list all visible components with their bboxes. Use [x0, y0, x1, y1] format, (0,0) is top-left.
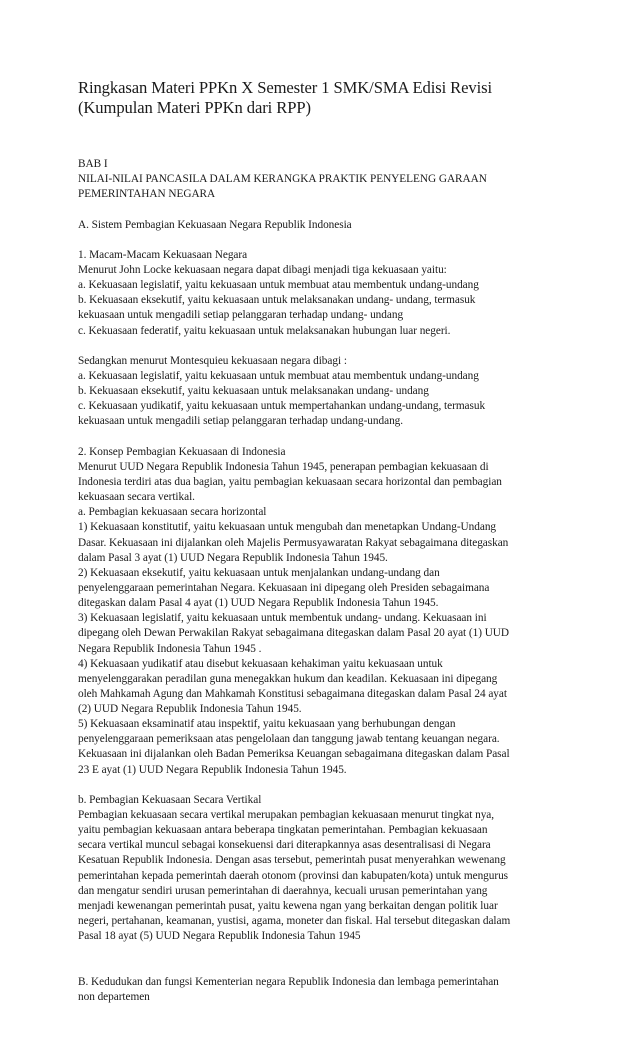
text-line: Menurut UUD Negara Republik Indonesia Tahun 1945, penerapan pembagian kekuasaan di: [78, 460, 489, 473]
text-line: c. Kekuasaan federatif, yaitu kekuasaan untuk melaksanakan hubungan luar negeri.: [78, 324, 451, 337]
text-line: 4) Kekuasaan yudikatif atau disebut kekuasaan kehakiman yaitu kekuasaan untuk: [78, 657, 443, 670]
text-line: Menurut John Locke kekuasaan negara dapat dibagi menjadi tiga kekuasaan yaitu:: [78, 263, 447, 276]
text-line: Sedangkan menurut Montesquieu kekuasaan negara dibagi :: [78, 354, 347, 367]
text-line: A. Sistem Pembagian Kekuasaan Negara Republik Indonesia: [78, 218, 352, 231]
paragraph: [78, 354, 578, 430]
paragraph-spacer: [78, 339, 578, 354]
text-line: Indonesia terdiri atas dua bagian, yaitu pembagian kekuasaan secara horizontal dan pembagian: [78, 475, 502, 488]
text-line: 5) Kekuasaan eksaminatif atau inspektif, yaitu kekuasaan yang berhubungan dengan: [78, 718, 456, 731]
text-line: ditegaskan dalam Pasal 4 ayat (1) UUD Negara Republik Indonesia Tahun 1945.: [78, 597, 439, 610]
text-line: menyelenggarakan peradilan guna menegakkan hukum dan keadilan. Kekuasaan ini dipegang: [78, 672, 498, 685]
paragraph: [78, 218, 578, 233]
text-line: dipegang oleh Dewan Perwakilan Rakyat sebagaimana ditegaskan dalam Pasal 20 ayat (1) UUD: [78, 627, 510, 640]
paragraph-spacer: [78, 233, 578, 248]
text-line: b. Kekuasaan eksekutif, yaitu kekuasaan untuk melaksanakan undang- undang: [78, 385, 429, 398]
text-line: non departemen: [78, 990, 150, 1003]
document-body: [78, 157, 578, 1005]
paragraph: [78, 793, 578, 944]
text-line: penyelenggaraan pemerintahan Negara. Kekuasaan ini dipegang oleh Presiden sebagaimana: [78, 581, 490, 594]
paragraph-spacer: [78, 202, 578, 217]
text-line: dalam Pasal 3 ayat (1) UUD Negara Republik Indonesia Tahun 1945.: [78, 551, 388, 564]
text-line: a. Kekuasaan legislatif, yaitu kekuasaan untuk membuat atau membentuk undang-undang: [78, 279, 479, 292]
text-line: kekuasaan untuk mengadili setiap pelanggaran terhadap undang-undang.: [78, 415, 404, 428]
text-line: dan mengatur sendiri urusan pemerintahan di daerahnya, kecuali urusan pemerintahan yang: [78, 884, 488, 897]
text-line: Pasal 18 ayat (5) UUD Negara Republik Indonesia Tahun 1945: [78, 930, 361, 943]
text-line: 1. Macam-Macam Kekuasaan Negara: [78, 248, 248, 261]
paragraph: [78, 975, 578, 1005]
text-line: BAB I: [78, 158, 108, 170]
text-line: B. Kedudukan dan fungsi Kementerian negara Republik Indonesia dan lembaga pemerintahan: [78, 975, 499, 988]
paragraph-spacer: [78, 778, 578, 793]
text-line: 23 E ayat (1) UUD Negara Republik Indonesia Tahun 1945.: [78, 763, 347, 776]
text-line: negeri, pertahanan, keamanan, yustisi, agama, moneter dan fiskal. Hal tersebut ditegaskan dalam: [78, 915, 511, 928]
paragraph: [78, 248, 578, 339]
text-line: b. Pembagian Kekuasaan Secara Vertikal: [78, 793, 262, 806]
text-line: 2) Kekuasaan eksekutif, yaitu kekuasaan untuk menjalankan undang-undang dan: [78, 566, 440, 579]
text-line: PEMERINTAHAN NEGARA: [78, 188, 216, 201]
paragraph: [78, 445, 578, 778]
text-line: pemerintahan kepada pemerintah daerah otonom (provinsi dan kabupaten/kota) untuk mengurus: [78, 869, 509, 882]
text-line: a. Pembagian kekuasaan secara horizontal: [78, 506, 267, 519]
text-line: Dasar. Kekuasaan ini dijalankan oleh Majelis Permusyawaratan Rakyat sebagaimana ditegaskan: [78, 536, 509, 549]
text-line: menjadi kewenangan pemerintah pusat, yaitu kewena ngan yang berkaitan dengan politik luar: [78, 899, 498, 912]
text-line: 1) Kekuasaan konstitutif, yaitu kekuasaan untuk mengubah dan menetapkan Undang-Undang: [78, 521, 497, 534]
text-line: (2) UUD Negara Republik Indonesia Tahun 1945.: [78, 703, 302, 716]
text-line: b. Kekuasaan eksekutif, yaitu kekuasaan untuk melaksanakan undang- undang, termasuk: [78, 294, 476, 307]
text-line: secara vertikal muncul sebagai konsekuensi dari diterapkannya asas desentralisasi di Negara: [78, 839, 491, 852]
text-line: kekuasaan secara vertikal.: [78, 491, 195, 504]
text-line: Kesatuan Republik Indonesia. Dengan asas tersebut, pemerintah pusat menyerahkan wewenang: [78, 854, 506, 867]
text-line: Kekuasaan ini dijalankan oleh Badan Pemeriksa Keuangan sebagaimana ditegaskan dalam Pasal: [78, 748, 510, 761]
text-line: yaitu pembagian kekuasaan antara beberapa tingkatan pemerintahan. Pembagian kekuasaan: [78, 824, 488, 837]
text-line: NILAI-NILAI PANCASILA DALAM KERANGKA PRAKTIK PENYELENG GARAAN: [78, 173, 487, 186]
text-line: oleh Mahkamah Agung dan Mahkamah Konstitusi sebagaimana ditegaskan dalam Pasal 24 ayat: [78, 687, 507, 700]
text-line: 3) Kekuasaan legislatif, yaitu kekuasaan untuk membentuk undang- undang. Kekuasaan ini: [78, 612, 487, 625]
paragraph: [78, 157, 578, 202]
title-line: Ringkasan Materi PPKn X Semester 1 SMK/SMA Edisi Revisi: [78, 78, 492, 97]
text-line: 2. Konsep Pembagian Kekuasaan di Indonesia: [78, 445, 286, 458]
text-line: penyelenggaraan pemeriksaan atas pengelolaan dan tanggung jawab tentang keuangan negara.: [78, 733, 500, 746]
text-line: c. Kekuasaan yudikatif, yaitu kekuasaan untuk mempertahankan undang-undang, termasuk: [78, 400, 486, 413]
text-line: a. Kekuasaan legislatif, yaitu kekuasaan untuk membuat atau membentuk undang-undang: [78, 369, 479, 382]
title-line: (Kumpulan Materi PPKn dari RPP): [78, 98, 311, 117]
text-line: Pembagian kekuasaan secara vertikal merupakan pembagian kekuasaan menurut tingkat nya,: [78, 809, 495, 822]
section-spacer: [78, 944, 578, 974]
paragraph-spacer: [78, 430, 578, 445]
document-title: [78, 78, 578, 118]
text-line: Negara Republik Indonesia Tahun 1945 .: [78, 642, 262, 655]
text-line: kekuasaan untuk mengadili setiap pelanggaran terhadap undang- undang: [78, 309, 404, 322]
